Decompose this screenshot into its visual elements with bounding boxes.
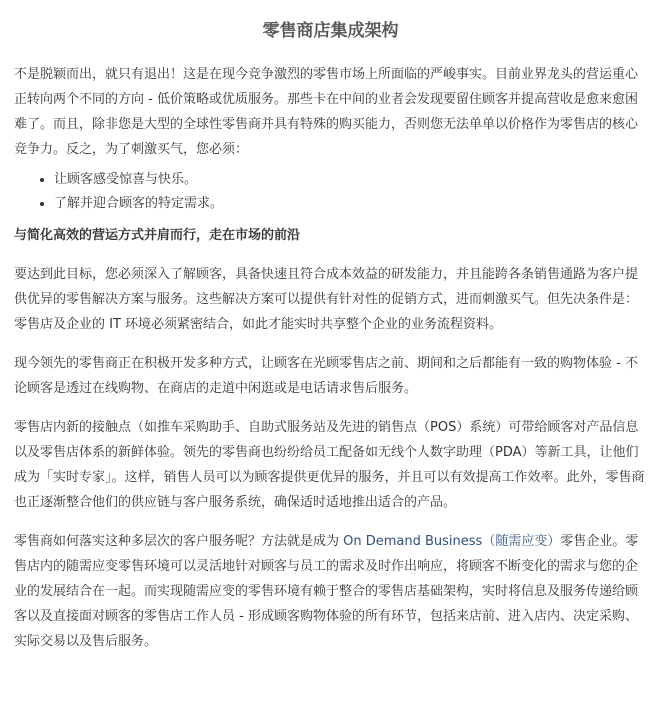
list-item: • 了解并迎合顾客的特定需求。 [54, 192, 647, 216]
section-heading: 与简化高效的营运方式并肩而行，走在市场的前沿 [14, 228, 301, 243]
paragraph-text: 零售商如何落实这种多层次的客户服务呢？方法就是成为 [14, 534, 344, 549]
page-title: 零售商店集成架构 [262, 21, 399, 41]
paragraph-on-demand [14, 529, 647, 654]
paragraph-experience: 现今领先的零售商正在积极开发多种方式，让顾客在光顾零售店之前、期间和之后都能有一致的购物体验 - 不论顾客是透过在线购物、在商店的走道中闲逛或是电话请求售后服务。 [14, 356, 638, 396]
bullet-list [14, 168, 647, 216]
list-item: • 让顾客感受惊喜与快乐。 [54, 168, 647, 192]
on-demand-business-term: On Demand Business（随需应变） [343, 534, 561, 549]
paragraph-text: 零售企业。零售店内的随需应变零售环境可以灵活地针对顾客与员工的需求及时作出响应，将顾客不断变化的需求与您的企业的发展结合在一起。而实现随需应变的零售环境有赖于整合的零售店基础架构，实时将信息及服务传递给顾客以及直接面对顾客的零售店工作人员 - 形成顾客购物体验的所有环节，包括来店前、进入店内、决定采购、实际交易以及售后服务。 [14, 534, 639, 649]
paragraph-touchpoints: 零售店内新的接触点（如推车采购助手、自助式服务站及先进的销售点（POS）系统）可带给顾客对产品信息以及零售店体系的新鲜体验。领先的零售商也纷纷给员工配备如无线个人数字助理（PDA）等新工具，让他们成为「实时专家」。这样，销售人员可以为顾客提供更优异的服务，并且可以有效提高工作效率。此外，零售商也正逐渐整合他们的供应链与客户服务系统，确保适时适地推出适合的产品。 [14, 420, 645, 510]
paragraph-research: 要达到此目标，您必须深入了解顾客，具备快速且符合成本效益的研发能力，并且能跨各条销售通路为客户提供优异的零售解决方案与服务。这些解决方案可以提供有针对性的促销方式，进而刺激买气。但先决条件是：零售店及企业的 IT 环境必须紧密结合，如此才能实时共享整个企业的业务流程资料。 [14, 267, 639, 332]
intro-paragraph: 不是脱颖而出，就只有退出！这是在现今竞争激烈的零售市场上所面临的严峻事实。目前业界龙头的营运重心正转向两个不同的方向 - 低价策略或优质服务。那些卡在中间的业者会发现要留住顾客并提高营收是愈来愈困难了。而且，除非您是大型的全球性零售商并具有特殊的购买能力，否则您无法单单以价格作为零售店的核心竞争力。反之，为了刺激买气，您必须： [14, 67, 639, 157]
